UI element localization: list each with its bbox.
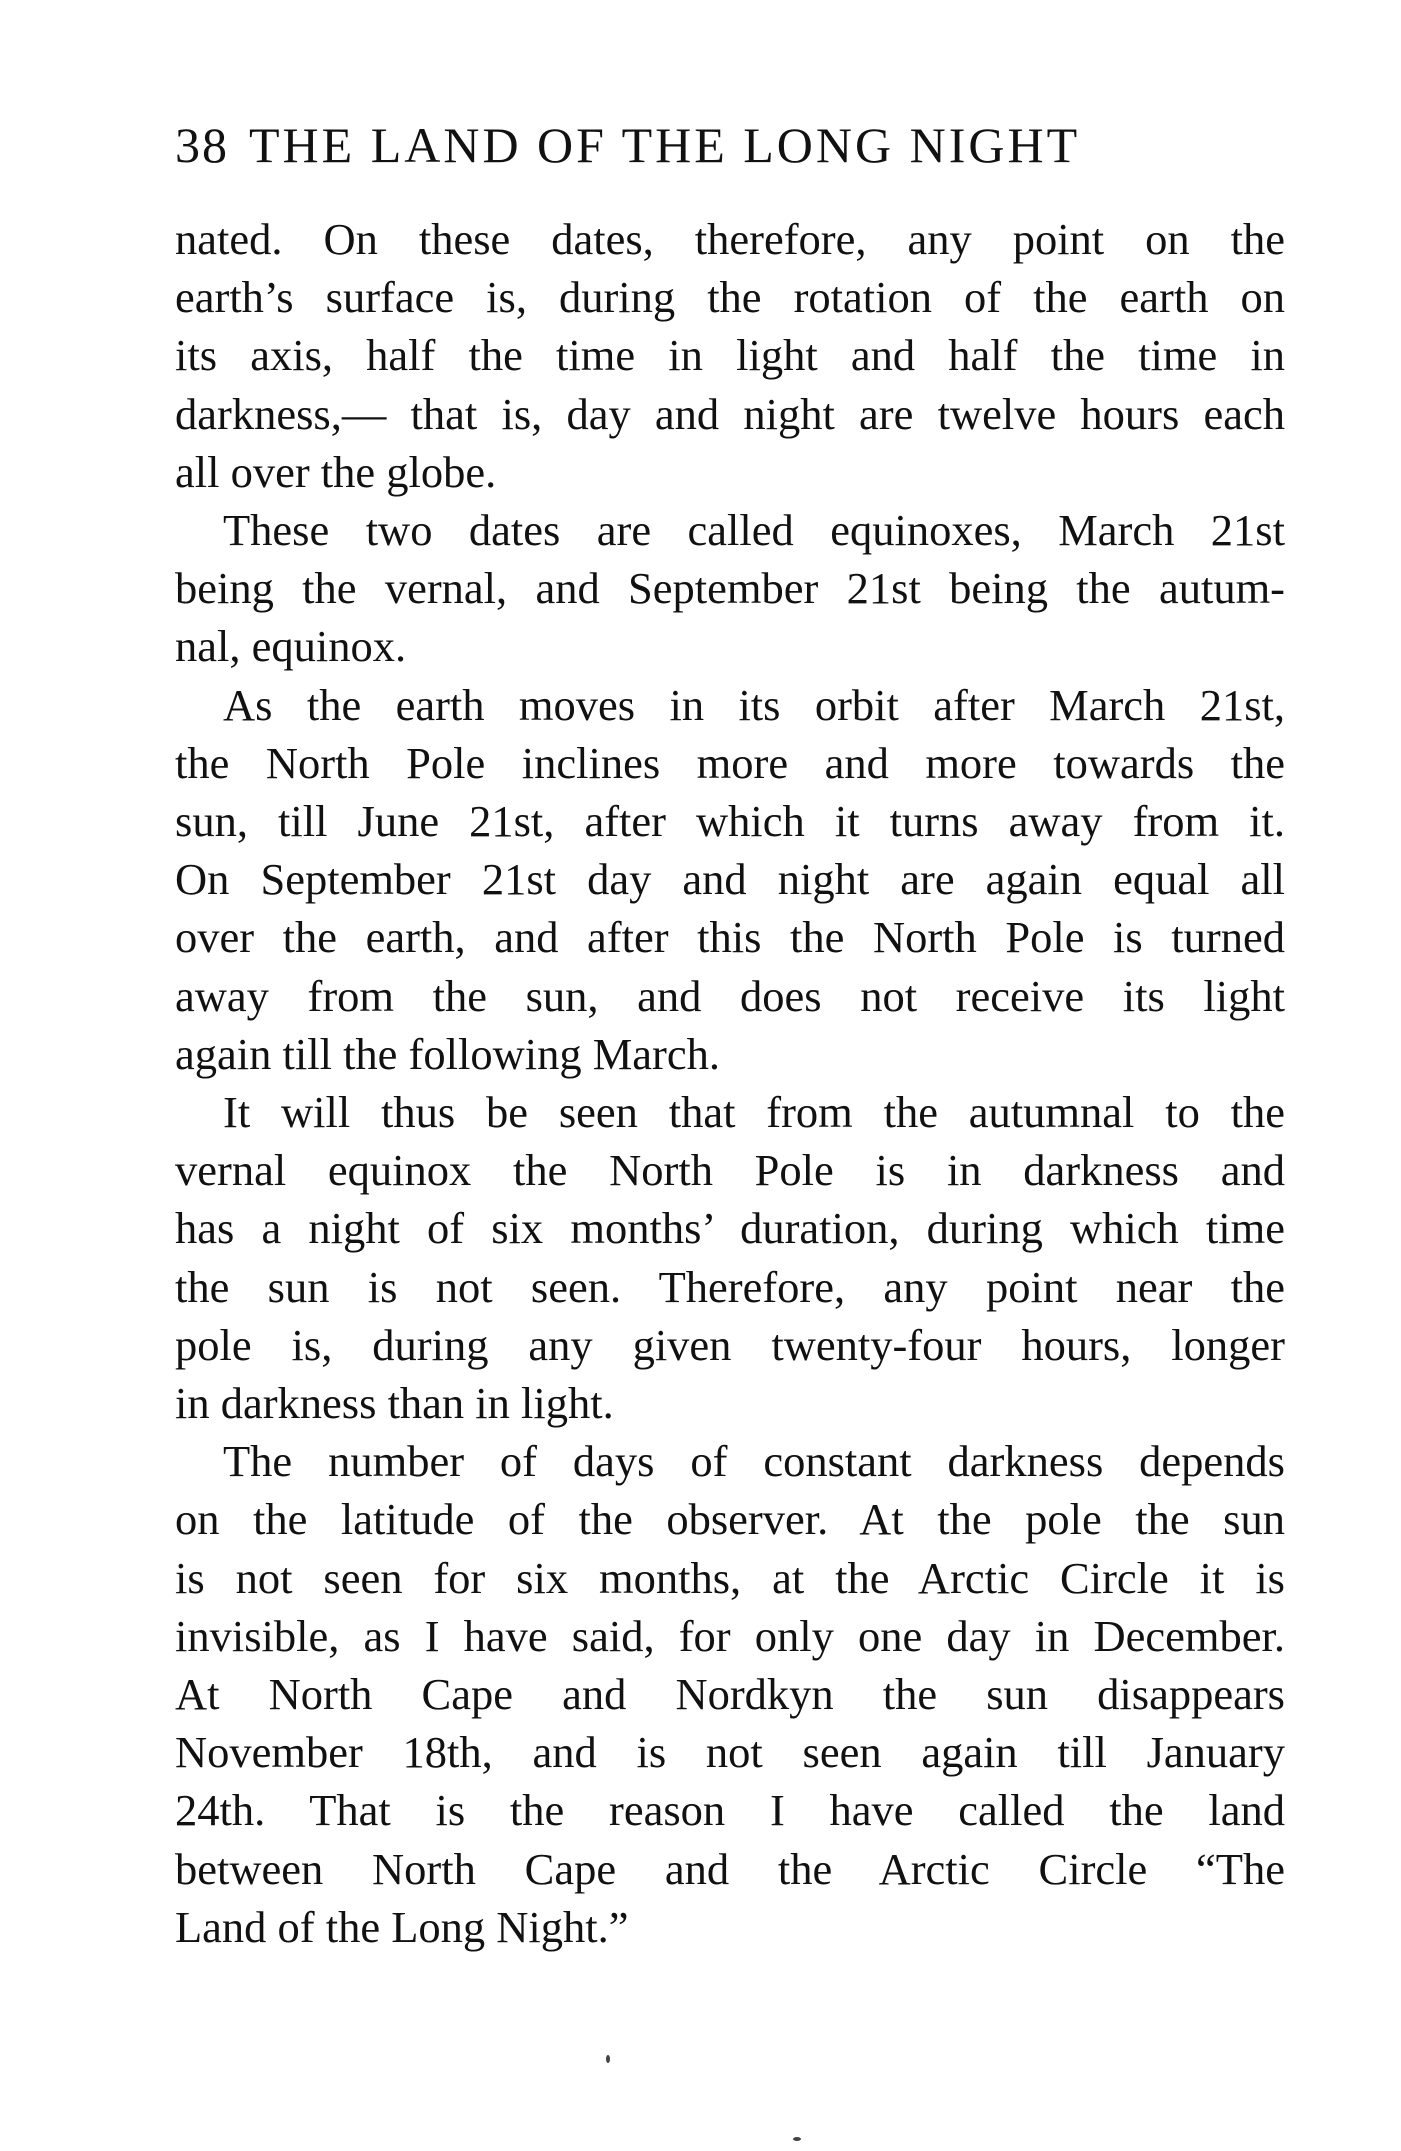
text-line: The number of days of constant darkness depends [223,1436,1285,1487]
paragraph-1 [175,210,1285,501]
text-line: vernal equinox the North Pole is in darkness and [175,1145,1285,1196]
paragraph-5 [175,1432,1285,1956]
text-line: over the earth, and after this the North Pole is turned [175,912,1285,963]
page-number: 38 [175,117,229,173]
text-line: in darkness than in light. [175,1378,614,1429]
text-line: On September 21st day and night are again equal all [175,854,1285,905]
text-line: between North Cape and the Arctic Circle “The [175,1843,1285,1894]
text-line: nated. On these dates, therefore, any point on the [175,214,1285,264]
running-head [175,110,1285,180]
text-line: invisible, as I have said, for only one day in December. [175,1610,1285,1661]
text-line: These two dates are called equinoxes, March 21st [223,505,1285,556]
text-line: It will thus be seen that from the autumnal to the [223,1087,1285,1138]
text-line: sun, till June 21st, after which it turns away from it. [175,796,1285,847]
text-line: away from the sun, and does not receive its light [175,970,1285,1021]
text-line: Land of the Long Night.” [175,1901,629,1952]
text-line: As the earth moves in its orbit after March 21st, [223,679,1285,730]
paragraph-4 [175,1083,1285,1432]
ink-speck [793,2137,801,2141]
text-line: its axis, half the time in light and half the time in [175,330,1285,381]
text-line: 24th. That is the reason I have called the land [175,1785,1285,1836]
running-title: THE LAND OF THE LONG NIGHT [249,117,1081,173]
body-text [175,210,1285,1956]
text-line: November 18th, and is not seen again till January [175,1727,1285,1778]
text-line: the sun is not seen. Therefore, any point near the [175,1261,1285,1312]
text-line: At North Cape and Nordkyn the sun disappears [175,1669,1285,1720]
paragraph-3 [175,676,1285,1083]
text-line: has a night of six months’ duration, during which time [175,1203,1285,1254]
text-line: darkness,— that is, day and night are twelve hours each [175,388,1285,439]
text-line: again till the following March. [175,1028,720,1079]
text-line: the North Pole inclines more and more towards the [175,737,1285,788]
text-line: earth’s surface is, during the rotation of the earth on [175,272,1285,323]
paragraph-2 [175,501,1285,676]
text-line: is not seen for six months, at the Arctic Circle it is [175,1552,1285,1603]
ink-speck [606,2055,610,2063]
text-line: being the vernal, and September 21st being the autum- [175,563,1285,614]
text-line: on the latitude of the observer. At the pole the sun [175,1494,1285,1545]
text-line: pole is, during any given twenty-four hours, longer [175,1319,1285,1370]
text-line: nal, equinox. [175,621,407,672]
text-line: all over the globe. [175,446,497,497]
